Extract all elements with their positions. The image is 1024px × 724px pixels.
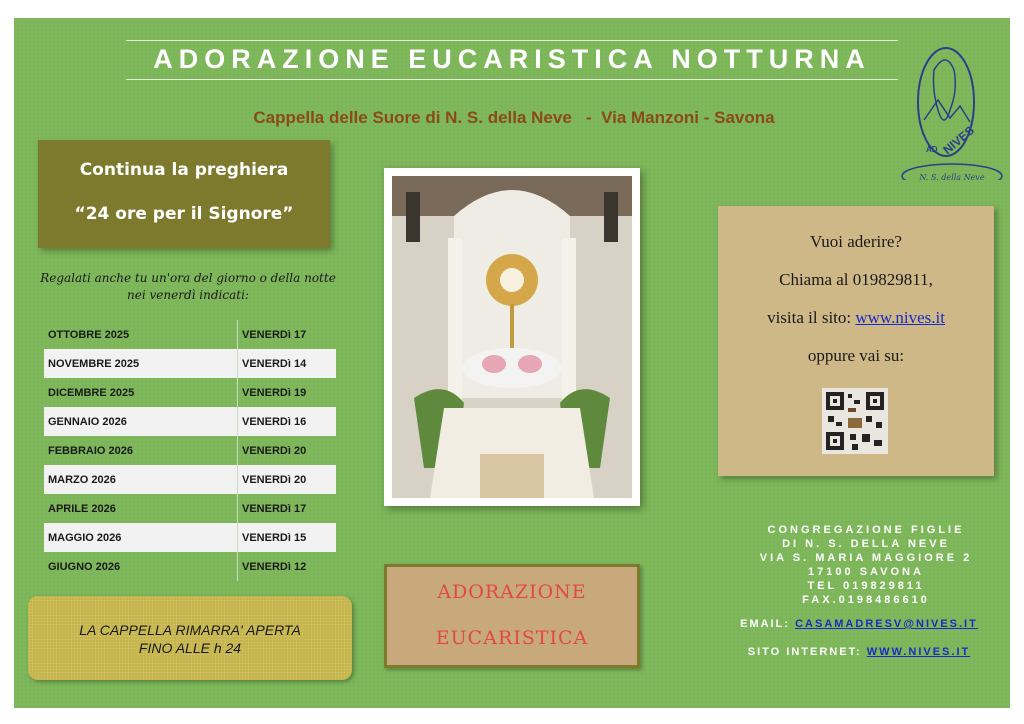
- regalati-line-2: nei venerdì indicati:: [127, 288, 249, 302]
- subtitle: Cappella delle Suore di N. S. della Neve - Via Manzoni - Savona: [253, 108, 775, 127]
- adorazione-box: [384, 564, 640, 668]
- congregation-address: [734, 523, 998, 607]
- address-line: FAX.0198486610: [802, 594, 930, 606]
- month-cell: MAGGIO 2026: [44, 523, 238, 552]
- schedule-table: [44, 320, 336, 581]
- month-cell: GIUGNO 2026: [48, 560, 121, 573]
- chapel-notice-line-2: FINO ALLE h 24: [138, 640, 242, 656]
- address-line: VIA S. MARIA MAGGIORE 2: [759, 552, 973, 564]
- month-cell: FEBBRAIO 2026: [48, 444, 133, 457]
- continua-line-1: Continua la preghiera: [79, 160, 289, 180]
- contact-or: oppure vai su:: [807, 346, 905, 365]
- month-cell: GENNAIO 2026: [44, 407, 238, 436]
- contact-phone: Chiama al 019829811,: [779, 270, 933, 289]
- contact-box: [718, 206, 994, 476]
- table-row: [44, 552, 336, 581]
- chapel-notice: [28, 596, 352, 680]
- site-label: SITO INTERNET:: [747, 646, 867, 658]
- website-link[interactable]: www.nives.it: [855, 308, 945, 327]
- table-row: [44, 436, 336, 465]
- logo-ad-text: AD: [926, 145, 938, 154]
- adorazione-line-2: EUCARISTICA: [435, 627, 589, 649]
- day-cell: VENERDì 19: [238, 378, 337, 407]
- day-cell: VENERDì 20: [238, 436, 337, 465]
- address-line: DI N. S. DELLA NEVE: [782, 538, 950, 550]
- table-row: [44, 465, 336, 494]
- nives-logo: [898, 40, 1008, 180]
- table-row: [44, 320, 336, 349]
- month-cell: OTTOBRE 2025: [48, 328, 130, 341]
- regalati-text: [28, 270, 348, 304]
- email-line: [714, 618, 1004, 630]
- continua-box: [38, 140, 330, 248]
- chapel-notice-line-1: LA CAPPELLA RIMARRA' APERTA: [79, 622, 301, 638]
- table-row: [44, 523, 336, 552]
- email-link[interactable]: CASAMADRESV@NIVES.IT: [795, 618, 978, 630]
- site-line: [714, 646, 1004, 658]
- contact-question: Vuoi aderire?: [810, 232, 902, 251]
- table-row: [44, 407, 336, 436]
- day-cell: VENERDì 20: [238, 465, 337, 494]
- logo-nives-text: NIVES: [940, 123, 977, 158]
- regalati-line-1: Regalati anche tu un'ora del giorno o della notte: [40, 271, 336, 285]
- month-cell: NOVEMBRE 2025: [44, 349, 238, 378]
- continua-line-2: “24 ore per il Signore”: [74, 204, 294, 224]
- address-line: 17100 SAVONA: [808, 566, 924, 578]
- day-cell: VENERDì 15: [238, 523, 337, 552]
- day-cell: VENERDì 14: [238, 349, 337, 378]
- title-band: [126, 40, 898, 80]
- table-row: [44, 349, 336, 378]
- site-link[interactable]: WWW.NIVES.IT: [866, 646, 971, 658]
- month-cell: DICEMBRE 2025: [48, 386, 135, 399]
- day-cell: VENERDì 17: [238, 494, 337, 523]
- address-line: TEL 019829811: [807, 580, 925, 592]
- day-cell: VENERDì 12: [238, 552, 337, 581]
- adorazione-line-1: ADORAZIONE: [437, 581, 587, 603]
- month-cell: MARZO 2026: [44, 465, 238, 494]
- email-label: EMAIL:: [740, 618, 796, 630]
- address-line: CONGREGAZIONE FIGLIE: [767, 524, 965, 536]
- contact-visit-prefix: visita il sito:: [767, 308, 856, 327]
- contact-visit: [718, 308, 994, 328]
- qr-code-icon[interactable]: [822, 388, 888, 454]
- month-cell: APRILE 2026: [48, 502, 116, 515]
- logo-caption: N. S. della Neve: [919, 173, 985, 180]
- day-cell: VENERDì 17: [238, 320, 337, 349]
- table-row: [44, 378, 336, 407]
- day-cell: VENERDì 16: [238, 407, 337, 436]
- table-row: [44, 494, 336, 523]
- altar-photo: [384, 168, 640, 506]
- poster: [14, 18, 1010, 708]
- page-title: ADORAZIONE EUCARISTICA NOTTURNA: [153, 44, 871, 74]
